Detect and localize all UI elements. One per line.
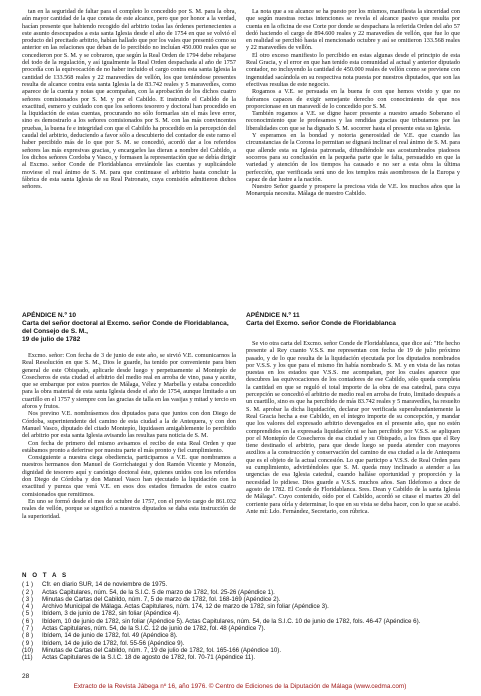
appendix-title: APÉNDICE N.º 11 <box>246 312 300 319</box>
note-item <box>22 640 462 647</box>
appendix-subtitle: Carta del señor doctoral al Excmo. señor Conde de Floridablanca, del Consejo de S. M., <box>22 320 229 335</box>
note-item <box>22 603 462 610</box>
note-number: ( 6 ) <box>22 617 34 625</box>
note-number: ( 5 ) <box>22 610 34 618</box>
note-number: ( 2 ) <box>22 588 34 596</box>
footer-credit: Extracto de la Revista Jábega nº 16, año 1976. © Centro de Ediciones de la Diputación de Málaga (www.cedma.com) <box>73 683 407 690</box>
note-item <box>22 596 462 603</box>
note-text: Actas Capitulares, núm. 54, de la S.I.C. 12 de junio de 1782, fol. 48 (Apéndice 7). <box>42 625 266 633</box>
note-number: ( 7 ) <box>22 625 34 633</box>
body-paragraph: tan en la seguridad de faltar para el completo lo concedido por S. M. para la obra, aún mayor cantidad de la que consta de este alcance, pero que por honor a la verdad, hacían presente que habiendo recogido del arbitrio todas las órdenes pertenecientes a este asunto desocupados a esta santa Iglesia desde el año de 1754 en que se volvió el producto del precitado arbitrio, habían hallado que por los vales que presentó como su anterior en las relaciones que deban de lo percibido no incluían 450.000 reales que se concedieron por S. M. y se cobraron, que según la Real Orden de 1794 debe rebajarse del todo de la regulación, y así igualmente la Real Orden despachada al año de 1757 procedía con la equivocación de no haber incluido el cargo contra esta santa Iglesia la cantidad de 133.568 reales y 22 maravedíes de vellón, los que teniéndose presentes resulta de alcance contra esta santa Iglesia la de 83.742 reales y 5 maravedíes, como aparece de la cuenta y notas que acompañan, con la aprobación de los dichos cuatro señores comisionados por S. M. y por el Cabildo. E instruido el Cabildo de la exactitud, esmero y cuidado con que los señores tesorero y doctoral han procedido en la liquidación de estas cuentas, procurando no sólo formarlas sin el más leve error, sino es demostrarlo a los señores comisionados por S. M. con las más convincentes pruebas, la buena fe e integridad con que el Cabildo ha procedido en la percepción del caudal del arbitrio, deduciendo a favor sólo a descubierto del contador de este ramo el haber percibido más de lo que por S. M. se concedió, acordó dar a los referidos señores las más expresivas gracias, y encargarles las dieran a nombre del Cabildo, a los dichos señores Cordoba y Vasco, y formasen la representación que se debía dirigir al Excmo. señor Conde de Floridablanca enviándole las cuentas y suplicándole moviese el real ánimo de S. M. para que continuase el arbitrio hasta concluir la fábrica de esta santa Iglesia de su Real Patronato, cuya comisión admitieron dichos señores. <box>22 8 236 191</box>
note-item <box>22 581 462 588</box>
note-number: (11) <box>22 654 33 662</box>
note-item <box>22 632 462 639</box>
note-number: ( 9 ) <box>22 639 34 647</box>
notes-section <box>22 572 462 662</box>
note-item <box>22 654 462 661</box>
note-text: Actas Capitulares, núm. 54, de la S.I.C. 5 de marzo de 1782, fol. 25-26 (Apéndice 1). <box>42 588 275 596</box>
note-number: ( 3 ) <box>22 595 34 603</box>
body-paragraph: Rogamos a V.E. se persuada en la buena fe con que hemos vivido y que no fuéramos capaces de exigir semejante derecho con conocimiento de que nos proporcionase en un maravedí de lo concedido por S. M. <box>246 88 460 110</box>
body-paragraph: También rogamos a V.E. se digne hacer presente a nuestro amado Soberano el reconocimiento que le profesamos y las rendidas gracias que tributamos por las liberalidades con que se ha dignado S. M. socorrer hasta el presente esta su Iglesia. <box>246 110 460 132</box>
appendix-10-heading <box>22 312 236 344</box>
right-column <box>246 8 460 198</box>
appendix-11-body <box>246 340 460 515</box>
body-paragraph: La nota que a su alcance se ha puesto por los mismos, manifiesta la sinceridad con que según nuestras rectas intenciones se revela el alcance pasivo que resulta por cuenta en la oficina de ese Corte por donde se despachara la referida Orden del año 57 dedó haciendo el cargo de 894.600 reales y 22 maravedíes de vellón, que fue lo que en realidad se percibió hasta el mencionado octubre y así se omitieron 133.568 reales y 22 maravedíes de vellón. <box>246 8 460 52</box>
note-text: Minutas de Cartas del Cabildo, núm. 7, 19 de julio de 1782, fol. 165-166 (Apéndice 10). <box>42 646 282 654</box>
note-number: (10) <box>22 646 34 654</box>
note-item <box>22 618 462 625</box>
note-item <box>22 610 462 617</box>
body-paragraph: Excmo. señor: Con fecha de 3 de junio de este año, se sirvió V.E. comunicarnos la Real Resolución en que S. M., Dios le guarde, ha tenido por conveniente para bien general de este Obispado, aplicarle desde luego y perpetuamente al Montepío de Cosecheros de esta ciudad el arbitrio del medio real en arroba de vino, pasa y aceite, que se embarque por estos puertos de Málaga, Vélez y Marbella y estaba concedido para la obra material de esta santa Iglesia desde el año de 1754, aunque limitado a un cuartillo en el 1757 y siempre con las gracias de talla en las vasijas y mitad y tercio en aforos y frutos. <box>22 352 236 411</box>
note-text: Ibídem, 10 de junio de 1782, sin foliar (Apéndice 5). Actas Capitulares, núm. 54, de la S.I.C. 10 de junio de 1782, fols. 46-47 (Apéndice 6). <box>42 617 421 625</box>
body-paragraph: Consiguiente a nuestra ciega obediencia, participamos a V.E. que nombramos a nuestros hermanos don Manuel de Gorrichategui y don Ramón Vicente y Monzón, dignidad de tesorero aquí y canónigo doctoral éste, quienes unidos con los referidos don Diego de Córdoba y don Manuel Vasco han ejecutado la liquidación con la exactitud y pureza que verá V.E. en esos dos estados firmados de estos cuatro comisionados que remitimos. <box>22 454 236 498</box>
note-text: Cfr. en diario SUR, 14 de noviembre de 1975. <box>42 581 168 589</box>
note-number: ( 4 ) <box>22 603 34 611</box>
body-paragraph: Se vio otra carta del Excmo. señor Conde de Floridablanca, que dice así: "He hecho presente al Rey cuanto V.S.S. me representan con fecha de 19 de julio próximo pasado, y de lo que resulta de la liquidación ejecutada por los diputados nombrados por V.S.S. y los que para el mismo fin había nombrado S. M. y en vista de las notas puestas en los estados que V.S.S. me acompañan, por los cuales aparece que descubres las equivocaciones de los contadores de ese Cabildo, sólo queda completa la cantidad en que se reguló el total importe de la obra de esa catedral, para cuya percepción se concedió el arbitrio de medio real en arroba de fruto, limitado después a un cuartillo, sino es que ha percibido de más 83.742 reales y 5 maravedíes, ha resuelto S. M. aprobar la dicha liquidación, declarar por verificada superabundantemente la Real Gracia hecha a ese Cabildo, en el íntegro importe de su concepción, y mandar que los valores del expresado arbitrio devengados en el presente año, que no estén comprendidos en la expresada liquidación ni se han percibido por V.S.S. se apliquen por el Montepío de Cosecheros de esa ciudad y su Obispado, a los fines que el Rey tiene destinado el arbitrio, para que desde luego se pueda atender con mayores auxilios a la construcción y conservación del camino de esa ciudad a la de Antequera que es el objeto de la actual concesión. Lo que participo a V.S.S. de Real Orden para su cumplimiento, advirtiéndoles que S. M. queda muy inclinado a atender a las urgencias de esa Iglesia catedral, cuando halláse oportunidad y proporción y la necesidad lo pidiese. Dios guarde a V.S.S. muchos años. San Ildefonso a doce de agosto de 1782. El Conde de Floridablanca. Sres. Dean y Cabildo de la santa Iglesia de Málaga". Cuyo contenido, oído por el Cabildo, acordó se citase el martes 20 del corriente para oírla y determinar, lo que en su vista se deba hacer, con lo que se acabó. Ante mí: Ldo. Fernández, Secretario, con rúbrica. <box>246 340 460 515</box>
appendix-11-heading <box>246 312 460 328</box>
note-item <box>22 589 462 596</box>
appendix-subtitle: Carta del Excmo. señor Conde de Floridablanca <box>246 320 396 327</box>
note-text: Ibídem, 3 de junio de 1782, sin foliar (Apéndice 4). <box>42 610 181 618</box>
note-text: Ibídem, 14 de junio de 1782, fol. 49 (Apéndice 8). <box>42 632 178 640</box>
body-paragraph: Nos previno V.E. nombrásemos dos diputados para que juntos con don Diego de Córdoba, superintendente del camino de esta ciudad a la de Antequera, y con don Manuel Vasco, diputado del citado Montepío, liquidasen amigablemente lo percibido del arbitrio por esta santa Iglesia avisando las resultas para noticia de S. M. <box>22 410 236 440</box>
note-text: Archivo Municipal de Málaga. Actas Capitulares, núm. 174, 12 de marzo de 1782, sin foliar (Apéndice 3). <box>42 603 329 611</box>
note-text: Actas Capitulares de la S.I.C. 18 de agosto de 1782, fol. 70-71 (Apéndice 11). <box>42 654 256 662</box>
note-text: Minutas de Cartas del Cabildo, núm. 7, 5 de marzo de 1782, fol. 168-169 (Apéndice 2). <box>42 595 281 603</box>
body-paragraph: El otro exceso manifiesto lo percibido en estas algunas desde el principio de esta Real Gracia, y el error en que han tenido esta comunidad al actual y anterior diputado contador, no incluyendo la cantidad de 450.000 reales de vellón como se previene con ingenuidad sacándola en su respectiva nota puesta por nuestros diputados, que son las efectivas resultas de este negocio. <box>246 51 460 88</box>
body-paragraph: Y esperamos en la bondad y notoria generosidad de V.E. que cuando las circunstancias de la Corona lo permitan se dignará inclinar el real ánimo de S. M. para que allende esta su Iglesia patronada, difundiéndole sus acostumbrados piadosos socorros para su conclusión en la pequeña parte que le falta, persuadido en que la variedad y atención de los tiempos ha causado e no ser a esta obra la última perfección, que verificada será uno de los templos más asombrosos de la Europa y capaz de dar lustre a la nación. <box>246 132 460 183</box>
note-item <box>22 647 462 654</box>
note-item <box>22 625 462 632</box>
appendix-date: 19 de julio de 1782 <box>22 336 81 343</box>
body-paragraph: Con fecha de primero del mismo avisamos el recibo de esta Real Orden y que estábamos pronto a deferirse por nuestra parte el más pronto y fiel cumplimiento. <box>22 439 236 454</box>
appendix-10-body <box>22 352 236 520</box>
body-paragraph: Nuestro Señor guarde y prospere la preciosa vida de V.E. los muchos años que la Monarquía necesita. Málaga de nuestro Cabildo. <box>246 183 460 198</box>
note-text: Ibídem, 14 de julio de 1782, fol. 55-56 (Apéndice 9). <box>42 639 185 647</box>
notes-title: N O T A S <box>22 572 69 579</box>
note-number: ( 8 ) <box>22 632 34 640</box>
body-paragraph: En uno se formó desde el mes de octubre de 1757, con el previo cargo de 861.032 reales de vellón, porque se significó a nuestros diputados se daba esta instrucción de la superioridad. <box>22 497 236 520</box>
note-number: ( 1 ) <box>22 581 34 589</box>
page-number: 28 <box>22 673 30 680</box>
left-column <box>22 8 236 190</box>
appendix-title: APÉNDICE N.º 10 <box>22 312 77 319</box>
